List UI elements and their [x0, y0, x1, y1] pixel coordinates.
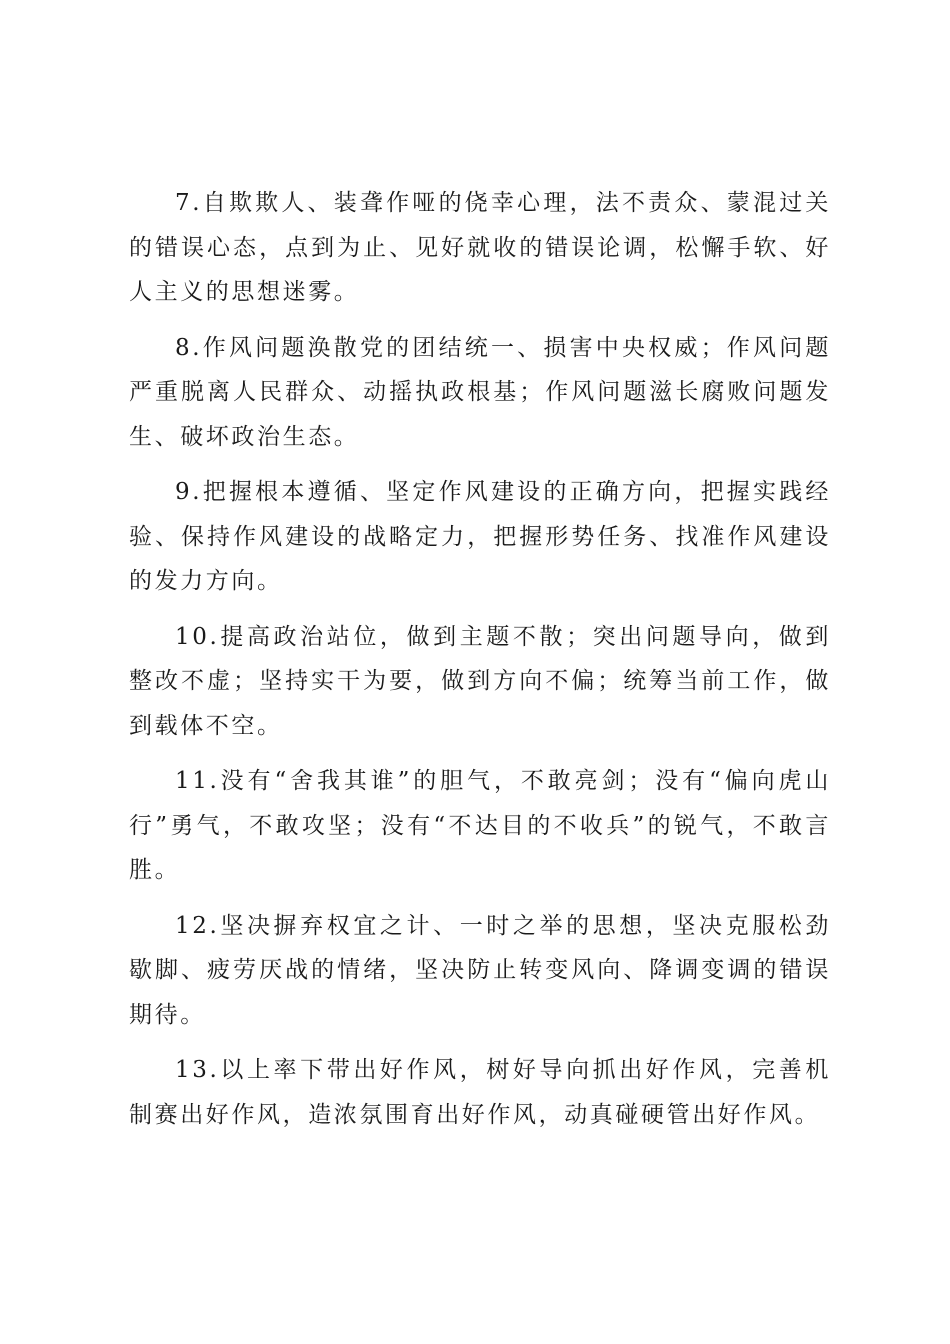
paragraph-8: 8.作风问题涣散党的团结统一、损害中央权威；作风问题严重脱离人民群众、动摇执政根基；作风问题滋长腐败问题发生、破坏政治生态。	[129, 334, 831, 450]
document-body	[129, 181, 831, 1148]
paragraph-10: 10.提高政治站位，做到主题不散；突出问题导向，做到整改不虚；坚持实干为要，做到方向不偏；统筹当前工作，做到载体不空。	[129, 623, 831, 739]
paragraph-7: 7.自欺欺人、装聋作哑的侥幸心理，法不责众、蒙混过关的错误心态，点到为止、见好就收的错误论调，松懈手软、好人主义的思想迷雾。	[129, 190, 831, 305]
paragraph-12: 12.坚决摒弃权宜之计、一时之举的思想，坚决克服松劲歇脚、疲劳厌战的情绪，坚决防止转变风向、降调变调的错误期待。	[129, 912, 831, 1028]
paragraph-11: 11.没有“舍我其谁”的胆气，不敢亮剑；没有“偏向虎山行”勇气，不敢攻坚；没有“不达目的不收兵”的锐气，不敢言胜。	[129, 768, 831, 883]
paragraph-9: 9.把握根本遵循、坚定作风建设的正确方向，把握实践经验、保持作风建设的战略定力，把握形势任务、找准作风建设的发力方向。	[129, 479, 831, 594]
paragraph-13: 13.以上率下带出好作风，树好导向抓出好作风，完善机制赛出好作风，造浓氛围育出好作风，动真碰硬管出好作风。	[129, 1057, 831, 1128]
